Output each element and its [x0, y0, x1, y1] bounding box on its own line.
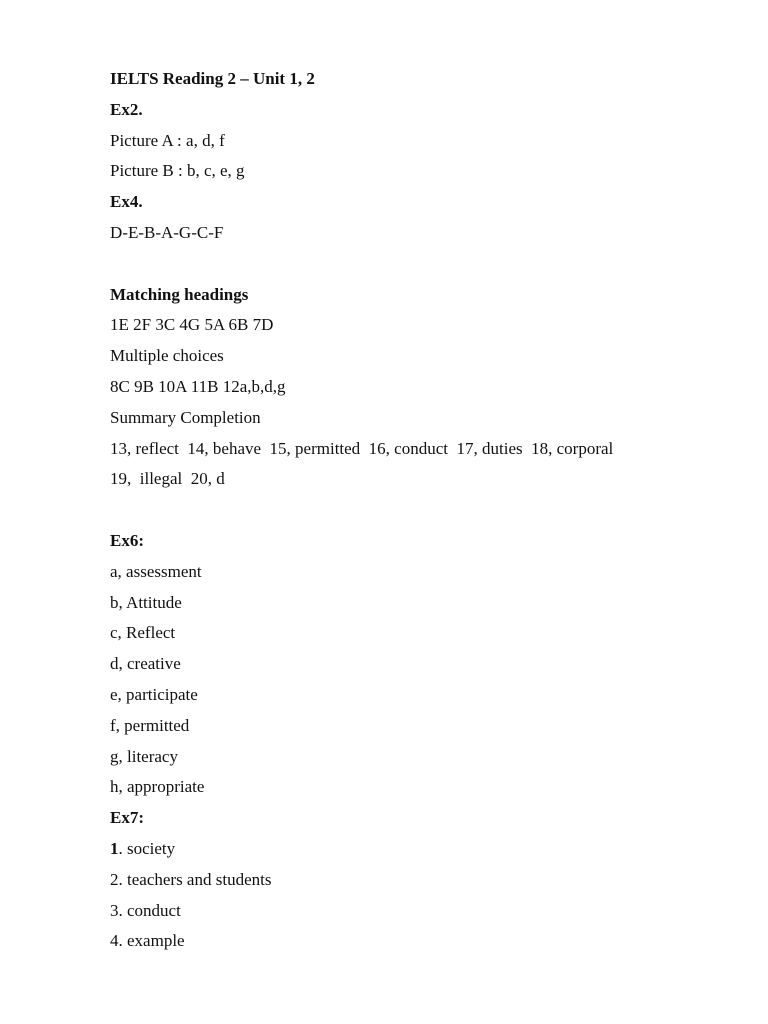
matching-headings-answers: 1E 2F 3C 4G 5A 6B 7D: [110, 315, 274, 335]
ex6-item: a, assessment: [110, 561, 202, 581]
ex6-item: h, appropriate: [110, 777, 205, 797]
ex7-item: 4. example: [110, 931, 185, 951]
ex7-item: 2. teachers and students: [110, 869, 272, 889]
ex4-line: D-E-B-A-G-C-F: [110, 222, 224, 242]
ex7-heading: Ex7:: [110, 808, 144, 828]
ex7-item-text: . society: [118, 838, 176, 858]
ex2-line: Picture B : b, c, e, g: [110, 161, 245, 181]
ex6-item: b, Attitude: [110, 592, 182, 612]
multiple-choices-label: Multiple choices: [110, 346, 224, 366]
ex7-item-number: 1: [110, 838, 119, 858]
summary-completion-answers: 19, illegal 20, d: [110, 469, 225, 489]
ex7-item: 3. conduct: [110, 900, 181, 920]
ex2-line: Picture A : a, d, f: [110, 130, 225, 150]
document-page: [110, 64, 730, 957]
blank-line: [110, 495, 730, 526]
ex6-heading: Ex6:: [110, 530, 144, 550]
ex6-item: f, permitted: [110, 715, 190, 735]
ex4-heading: Ex4.: [110, 192, 143, 212]
multiple-choices-answers: 8C 9B 10A 11B 12a,b,d,g: [110, 376, 286, 396]
ex6-item: e, participate: [110, 684, 198, 704]
summary-completion-label: Summary Completion: [110, 407, 261, 427]
ex2-heading: Ex2.: [110, 99, 143, 119]
ex6-item: d, creative: [110, 654, 181, 674]
blank-line: [110, 249, 730, 280]
summary-completion-answers: 13, reflect 14, behave 15, permitted 16, conduct 17, duties 18, corporal: [110, 438, 614, 458]
ex7-item: [110, 834, 730, 865]
matching-headings-heading: Matching headings: [110, 284, 249, 304]
ex6-item: c, Reflect: [110, 623, 176, 643]
ex6-item: g, literacy: [110, 746, 178, 766]
document-title: IELTS Reading 2 – Unit 1, 2: [110, 69, 315, 88]
